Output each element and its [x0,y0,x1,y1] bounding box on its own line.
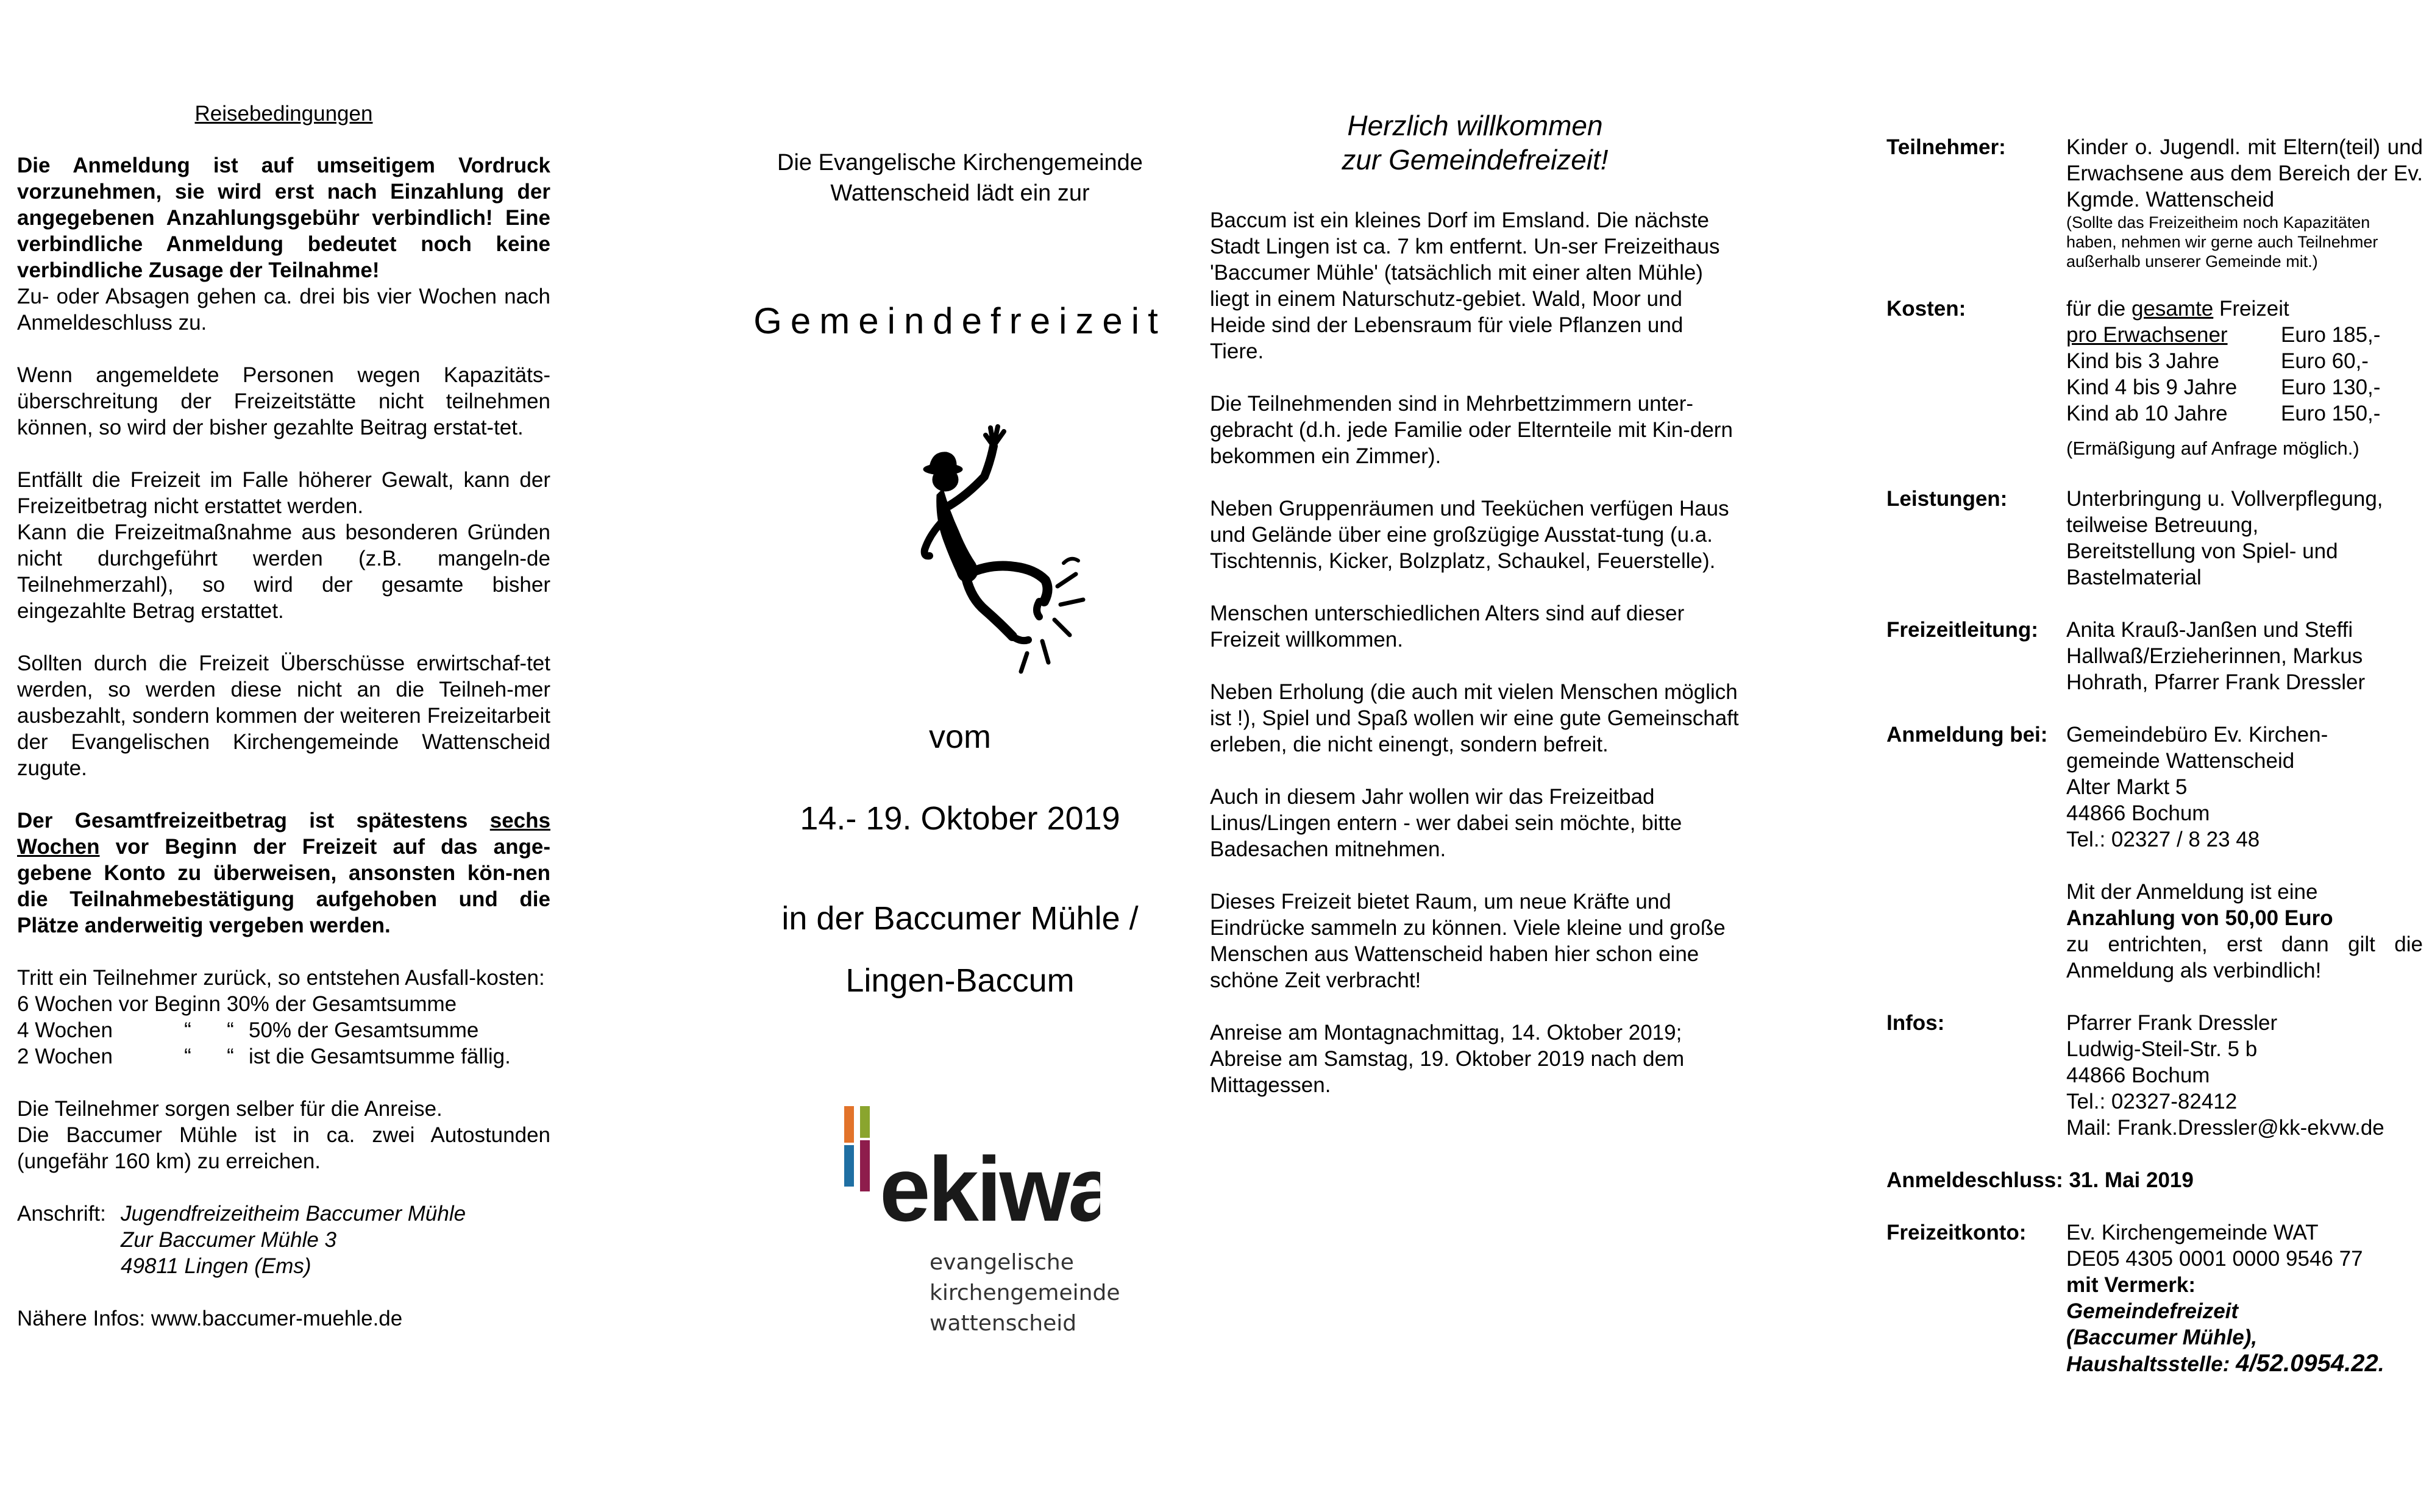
leaders-label: Freizeitleitung: [1886,618,2038,642]
address-lines: Jugendfreizeitheim Baccumer Mühle Zur Baccumer Mühle 3 49811 Lingen (Ems) [121,1202,466,1278]
info-label: Infos: [1886,1011,1945,1035]
leaders-row: Freizeitleitung: Anita Krauß-Janßen und Steffi Hallwaß/Erzieherinnen, Markus Hohrath, Pfarrer Frank Dressler [1886,618,2366,694]
info-row: Infos: Pfarrer Frank Dressler Ludwig-Steil-Str. 5 b 44866 Bochum Tel.: 02327-82412 Mail: Frank.Dressler@kk-ekvw.de [1886,1010,2423,1141]
surplus-paragraph: Sollten durch die Freizeit Überschüsse erwirtschaf-tet werden, so werden diese nicht an die Teilneh-mer ausbezahlt, sondern kommen der weiteren Freizeitarbeit der Evangelischen Kirchengemeinde Wattenscheid zugute. [17,651,550,780]
logo-tagline-3: wattenscheid [930,1311,1077,1336]
account-row: Freizeitkonto: Ev. Kirchengemeinde WAT DE05 4305 0001 0000 9546 77 mit Vermerk: Gemeindefreizeit (Baccumer Mühle), Haushaltsstelle: 4/52.0954.22. [1886,1219,2423,1377]
participants-note: (Sollte das Freizeitheim noch Kapazitäten haben, nehmen wir gerne auch Teilnehmer außerhalb unserer Gemeinde mit.) [2066,213,2378,271]
participants-label: Teilnehmer: [1886,135,2006,159]
welcome-column [1210,0,1740,1098]
ekiwa-logo [844,1106,1120,1336]
costs-intro: für die gesamte Freizeit [2066,297,2289,321]
participants-text: Kinder o. Jugendl. mit Eltern(teil) und Erwachsene aus dem Bereich der Ev. Kgmde. Wattenscheid [2066,135,2423,211]
dancing-figure-illustration [808,403,1112,684]
event-title: Gemeindefreizeit [753,300,1167,341]
registration-label: Anmeldung bei: [1886,723,2048,747]
event-dates: 14.- 19. Oktober 2019 [800,800,1120,837]
travel-conditions-heading: Reisebedingungen [194,102,373,126]
costs-label: Kosten: [1886,297,1966,321]
iban: DE05 4305 0001 0000 9546 77 [2066,1247,2363,1271]
registration-deadline: Anmeldeschluss: 31. Mai 2019 [1886,1168,2194,1192]
six-weeks-text: sechs Wochen [17,809,550,859]
welcome-paragraph: Neben Erholung (die auch mit vielen Menschen möglich ist !), Spiel und Spaß wollen wir eine gute Gemeinschaft erleben, die nicht einengt, sondern befreit. [1210,680,1739,756]
registration-paragraph [17,152,550,336]
costs-note: (Ermäßigung auf Anfrage möglich.) [2066,438,2359,459]
cancellation-fees [17,991,550,1070]
details-column [1886,0,2423,1377]
welcome-paragraph: Neben Gruppenräumen und Teeküchen verfügen Haus und Gelände über eine großzügige Ausstat-tung (u.a. Tischtennis, Kicker, Bolzplatz, Schaukel, Feuerstelle). [1210,497,1729,573]
welcome-paragraph: Anreise am Montagnachmittag, 14. Oktober 2019; Abreise am Samstag, 19. Oktober 2019 nach dem Mittagessen. [1210,1021,1685,1097]
capacity-paragraph: Wenn angemeldete Personen wegen Kapazitäts-überschreitung der Freizeitstätte nicht teilnehmen können, so wird der bisher gezahlte Beitrag erstat-tet. [17,363,550,439]
registration-rest-text: Zu- oder Absagen gehen ca. drei bis vier Wochen nach Anmeldeschluss zu. [17,285,550,335]
welcome-paragraph: Baccum ist ein kleines Dorf im Emsland. Die nächste Stadt Lingen ist ca. 7 km entfernt. Un-ser Freizeithaus 'Baccumer Mühle' (tatsächlich mit einer alten Mühle) liegt in einem Naturschutz-gebiet. Wald, Moor und Heide sind der Lebensraum für viele Pflanzen und Tiere. [1210,208,1720,363]
cost-line: Kind bis 3 Jahre Euro 60,- [2066,349,2369,373]
title-column [731,0,1189,1000]
fee-row: 6 Wochen vor Beginn 30% der Gesamtsumme [17,992,457,1016]
registration-bold-text: Die Anmeldung ist auf umseitigem Vordruck vorzunehmen, sie wird erst nach Einzahlung der angegebenen Anzahlungsgebühr verbindlich! Eine verbindliche Anmeldung bedeutet noch keine verbindliche Zusage der Teilnahme! [17,154,550,282]
event-location-line1: in der Baccumer Mühle / [781,900,1139,937]
services-label: Leistungen: [1886,487,2008,511]
invitation-intro: Die Evangelische Kirchengemeinde Wattenscheid lädt ein zur [777,150,1143,206]
ekiwa-logo-mark [844,1106,1100,1222]
fee-row: 4 Wochen “ “ 50% der Gesamtsumme [17,1018,479,1042]
welcome-paragraph: Die Teilnehmenden sind in Mehrbettzimmern unter-gebracht (d.h. jede Familie oder Elternteile mit Kin-dern bekommen ein Zimmer). [1210,392,1733,468]
cancellation-paragraph: Kann die Freizeitmaßnahme aus besonderen Gründen nicht durchgeführt werden (z.B. mangeln-de Teilnehmerzahl), so wird der gesamte bisher eingezahlte Betrag erstattet. [17,520,550,623]
budget-line: Haushaltsstelle: 4/52.0954.22. [2066,1350,2384,1377]
logo-tagline-2: kirchengemeinde [930,1280,1120,1305]
costs-row [1886,296,2423,461]
travel-conditions-column [17,0,550,1332]
account-label: Freizeitkonto: [1886,1221,2027,1244]
fee-row: 2 Wochen “ “ ist die Gesamtsumme fällig. [17,1045,511,1068]
cost-line: Kind ab 10 Jahre Euro 150,- [2066,402,2381,425]
date-prefix: vom [928,719,991,755]
event-location-line2: Lingen-Baccum [845,962,1075,999]
more-info-text: Nähere Infos: www.baccumer-muehle.de [17,1307,403,1330]
welcome-paragraph: Auch in diesem Jahr wollen wir das Freizeitbad Linus/Lingen entern - wer dabei sein möchte, bitte Badesachen mitnehmen. [1210,785,1682,861]
force-majeure-paragraph: Entfällt die Freizeit im Falle höherer Gewalt, kann der Freizeitbetrag nicht erstattet werden. [17,468,550,518]
ekiwa-logo-word: ekiwa [880,1138,1100,1222]
payment-deadline-paragraph: Der Gesamtfreizeitbetrag ist spätestens sechs Wochen vor Beginn der Freizeit auf das ange-gebene Konto zu überweisen, ansonsten kön-nen die Teilnahmebestätigung aufgehoben und die Plätze anderweitig vergeben werden. [17,809,550,937]
participants-row [1886,134,2423,271]
welcome-heading: Herzlich willkommen zur Gemeindefreizeit! [1342,110,1609,176]
services-row: Leistungen: Unterbringung u. Vollverpflegung, teilweise Betreuung, Bereitstellung von Spiel- und Bastelmaterial [1886,487,2383,589]
travel-paragraph: Die Teilnehmer sorgen selber für die Anreise. [17,1097,443,1121]
address-label: Anschrift: [17,1202,106,1226]
welcome-paragraph: Menschen unterschiedlichen Alters sind auf dieser Freizeit willkommen. [1210,602,1685,651]
deposit-amount: Anzahlung von 50,00 Euro [2066,906,2333,930]
address-block [17,1201,550,1279]
withdrawal-paragraph: Tritt ein Teilnehmer zurück, so entstehen Ausfall-kosten: [17,966,545,990]
distance-paragraph: Die Baccumer Mühle ist in ca. zwei Autostunden (ungefähr 160 km) zu erreichen. [17,1123,550,1173]
contact-email: Mail: Frank.Dressler@kk-ekvw.de [2066,1116,2384,1140]
logo-tagline-1: evangelische [930,1250,1074,1275]
cost-line: Kind 4 bis 9 Jahre Euro 130,- [2066,375,2381,399]
cost-line: pro Erwachsener Euro 185,- [2066,323,2381,347]
welcome-paragraph: Dieses Freizeit bietet Raum, um neue Kräfte und Eindrücke sammeln zu können. Viele kleine und große Menschen aus Wattenscheid haben hier schon eine schöne Zeit verbracht! [1210,890,1726,992]
registration-row: Anmeldung bei: Gemeindebüro Ev. Kirchen- gemeinde Wattenscheid Alter Markt 5 44866 Bochum Tel.: 02327 / 8 23 48 Mit der Anmeldung ist eine Anzahlung von 50,00 Euro zu entrichten, erst dann gilt die Anmeldung als verbindlich! [1886,723,2423,982]
